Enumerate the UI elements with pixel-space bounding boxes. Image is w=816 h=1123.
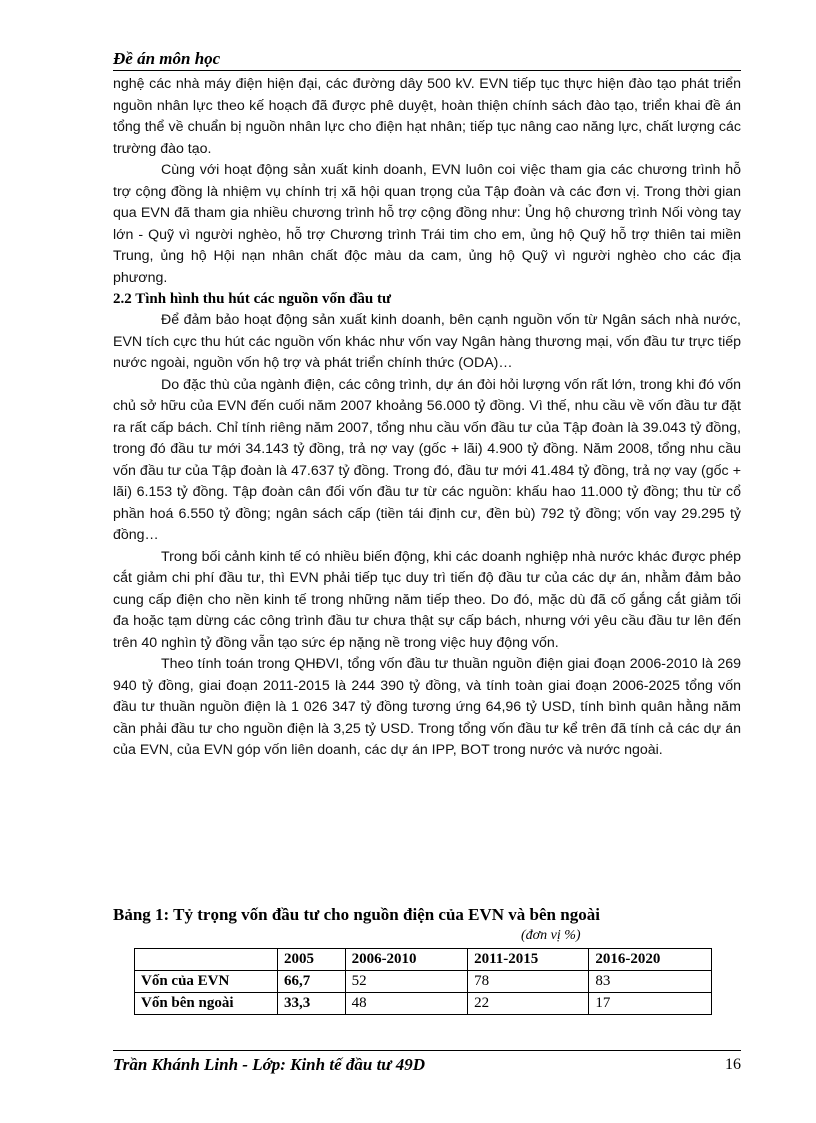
paragraph-2: Cùng với hoạt động sản xuất kinh doanh, EVN luôn coi việc tham gia các chương trình hỗ trợ cộng đồng là nhiệm vụ chính trị xã hội quan trọng của Tập đoàn và các đơn vị. Trong thời gian qua EVN đã tham gia nhiều chương trình hỗ trợ cộng đồng như: Ủng hộ chương trình Nối vòng tay lớn - Quỹ vì người nghèo, hỗ trợ Chương trình Trái tim cho em, ủng hộ Quỹ hỗ trợ thiên tai miền Trung, ủng hộ Hội nạn nhân chất độc màu da cam, ủng hộ Quỹ vì người nghèo cho các địa phương. (113, 162, 741, 286)
table-cell: 83 (589, 971, 712, 993)
document-body (113, 74, 741, 762)
table-cell: 17 (589, 993, 712, 1015)
paragraph-3: Để đảm bảo hoạt động sản xuất kinh doanh, bên cạnh nguồn vốn từ Ngân sách nhà nước, EVN tích cực thu hút các nguồn vốn khác như vốn vay Ngân hàng thương mại, vốn đầu tư trực tiếp nước ngoài, nguồn vốn hộ trợ và phát triển chính thức (ODA)… (113, 312, 741, 371)
row-label: Vốn của EVN (135, 971, 278, 993)
table-cell: 48 (345, 993, 468, 1015)
column-header: 2006-2010 (345, 949, 468, 971)
table-cell: 66,7 (278, 971, 346, 993)
table-cell: 52 (345, 971, 468, 993)
page-header (113, 49, 741, 71)
column-header: 2016-2020 (589, 949, 712, 971)
paragraph-6: Theo tính toán trong QHĐVI, tổng vốn đầu tư thuần nguồn điện giai đoạn 2006-2010 là 269 940 tỷ đồng, giai đoạn 2011-2015 là 244 390 tỷ đồng, và tính toàn giai đoạn 2006-2025 tổng vốn đầu tư thuần nguồn điện là 1 026 347 tỷ đồng tương ứng 64,96 tỷ USD, tính bình quân hằng năm cần phải đầu tư cho nguồn điện là 3,25 tỷ USD. Trong tổng vốn đầu tư kể trên đã tính cả các dự án của EVN, của EVN góp vốn liên doanh, các dự án IPP, BOT trong nước và nước ngoài. (113, 656, 741, 758)
paragraph-5: Trong bối cảnh kinh tế có nhiều biến động, khi các doanh nghiệp nhà nước khác được phép cắt giảm chi phí đầu tư, thì EVN phải tiếp tục duy trì tiến độ đầu tư của các dự án, nhằm đảm bảo cung cấp điện cho nền kinh tế trong những năm tiếp theo. Do đó, mặc dù đã cố gắng cắt giảm tối đa hoặc tạm dừng các công trình đầu tư chưa thật sự cấp bách, nhưng với yêu cầu đầu tư lên đến trên 40 nghìn tỷ đồng vẫn tạo sức ép nặng nề trong việc huy động vốn. (113, 548, 741, 651)
table-title: Bảng 1: Tỷ trọng vốn đầu tư cho nguồn điện của EVN và bên ngoài (113, 905, 600, 924)
table-header-row (135, 949, 712, 971)
column-header: 2011-2015 (468, 949, 589, 971)
page-number: 16 (725, 1056, 741, 1073)
row-label: Vốn bên ngoài (135, 993, 278, 1015)
footer-author: Trần Khánh Linh - Lớp: Kinh tế đầu tư 49D (113, 1055, 426, 1074)
paragraph-4: Do đặc thù của ngành điện, các công trình, dự án đòi hỏi lượng vốn rất lớn, trong khi đó vốn chủ sở hữu của EVN đến cuối năm 2007 khoảng 56.000 tỷ đồng. Vì thế, nhu cầu về vốn đầu tư đặt ra rất cấp bách. Chỉ tính riêng năm 2007, tổng nhu cầu vốn đầu tư của Tập đoàn là 39.043 tỷ đồng, trong đó đầu tư mới 34.143 tỷ đồng, trả nợ vay (gốc + lãi) 4.900 tỷ đồng. Năm 2008, tổng nhu cầu vốn đầu tư của Tập đoàn là 47.637 tỷ đồng. Trong đó, đầu tư mới 41.484 tỷ đồng, trả nợ vay (gốc + lãi) 6.153 tỷ đồng. Tập đoàn cân đối vốn đầu tư từ các nguồn: khấu hao 11.000 tỷ đồng; thu từ cổ phần hoá 6.550 tỷ đồng; ngân sách cấp (tiền tái định cư, đền bù) 792 tỷ đồng; vốn vay 29.295 tỷ đồng… (113, 376, 741, 543)
table-cell: 33,3 (278, 993, 346, 1015)
table-cell: 22 (468, 993, 589, 1015)
table-row (135, 993, 712, 1015)
section-heading: 2.2 Tình hình thu hút các nguồn vốn đầu tư (113, 291, 392, 307)
table-corner-cell (135, 949, 278, 971)
table-unit: (đơn vị %) (521, 928, 581, 943)
footer-divider (113, 1050, 741, 1051)
table-cell: 78 (468, 971, 589, 993)
header-title: Đề án môn học (113, 49, 221, 68)
investment-table (134, 948, 712, 1015)
column-header: 2005 (278, 949, 346, 971)
table-row (135, 971, 712, 993)
paragraph-1: nghệ các nhà máy điện hiện đại, các đường dây 500 kV. EVN tiếp tục thực hiện đào tạo phát triển nguồn nhân lực theo kế hoạch đã được phê duyệt, hoàn thiện chính sách đào tạo, triển khai đề án tổng thể về chuẩn bị nguồn nhân lực cho điện hạt nhân; tiếp tục nâng cao năng lực, chất lượng các trường đào tạo. (113, 76, 741, 157)
